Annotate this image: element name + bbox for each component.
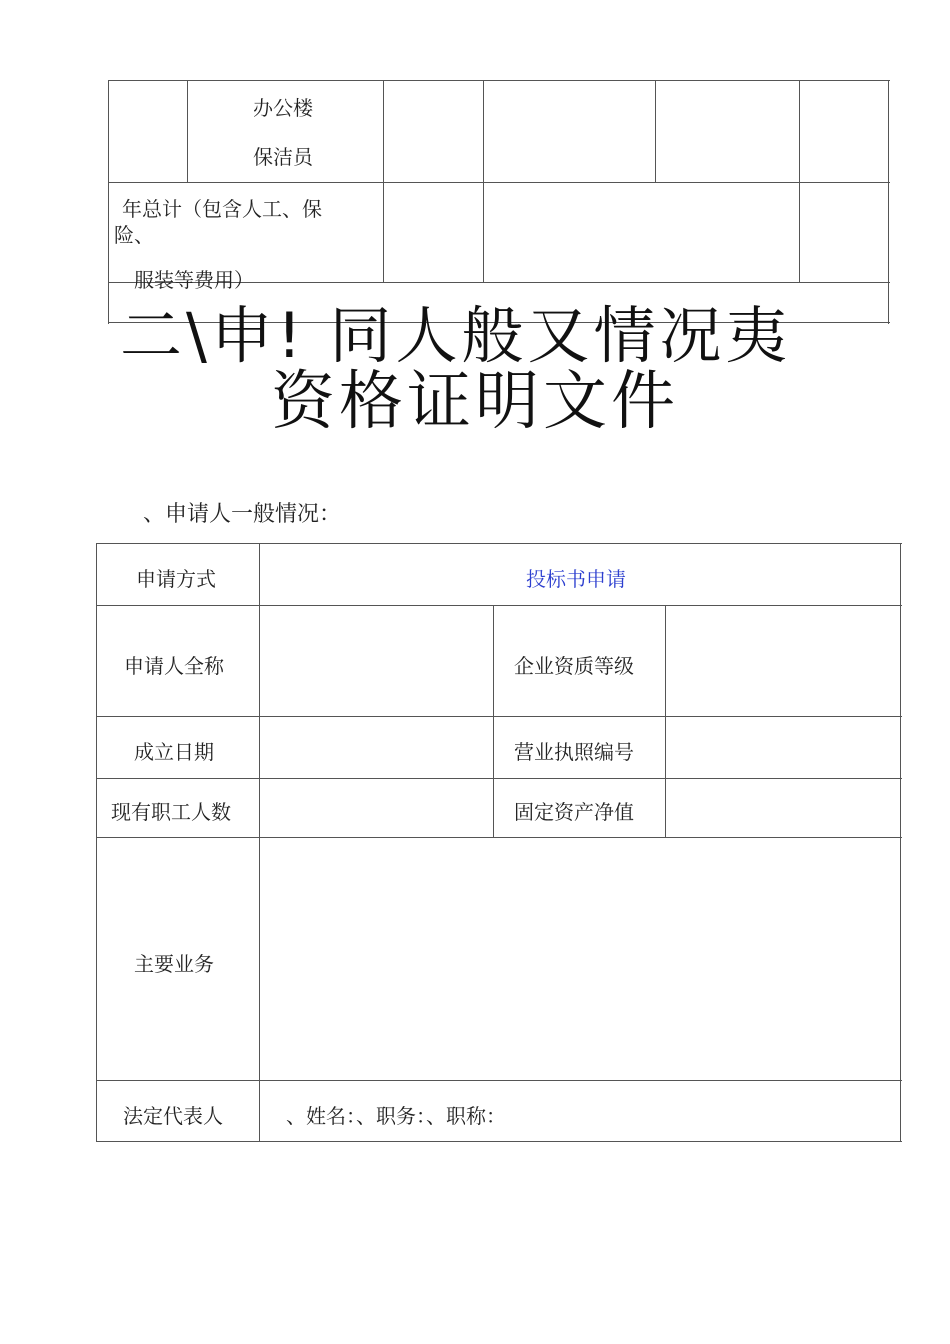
row-divider — [108, 182, 890, 183]
document-title: 资格证明文件 — [271, 365, 679, 439]
business-label: 主要业务 — [134, 952, 214, 976]
table-border — [900, 543, 901, 1142]
total-label-line2: 险、 — [114, 223, 154, 247]
legal-rep-label: 法定代表人 — [123, 1104, 223, 1128]
role-cell-line2: 保洁员 — [253, 145, 313, 169]
established-label: 成立日期 — [134, 740, 214, 764]
established-field[interactable] — [260, 717, 493, 778]
overflow-heading: 二\申! 同人般又情况夷 — [120, 299, 792, 372]
assets-field[interactable] — [666, 779, 900, 837]
top-table — [108, 80, 890, 372]
total-label-line3: 服装等费用） — [134, 268, 254, 292]
col-divider — [655, 80, 656, 182]
apply-method-value[interactable]: 投标书申请 — [526, 567, 626, 591]
full-name-label: 申请人全称 — [124, 654, 224, 678]
apply-method-label: 申请方式 — [136, 567, 216, 591]
legal-rep-value: 、姓名：、职务：、职称： — [286, 1104, 506, 1128]
section-heading: 、申请人一般情况： — [143, 502, 342, 527]
qualification-field[interactable] — [666, 606, 900, 716]
business-field[interactable] — [260, 838, 900, 1080]
staff-label: 现有职工人数 — [111, 800, 231, 824]
row-divider — [96, 1080, 902, 1081]
staff-field[interactable] — [260, 779, 493, 837]
col-divider — [187, 80, 188, 182]
license-field[interactable] — [666, 717, 900, 778]
table-border — [96, 543, 902, 544]
col-divider — [483, 80, 484, 282]
license-label: 营业执照编号 — [514, 740, 634, 764]
full-name-field[interactable] — [260, 606, 493, 716]
applicant-info-table — [96, 543, 902, 1143]
assets-label: 固定资产净值 — [514, 800, 634, 824]
total-label-line1: 年总计（包含人工、保 — [122, 197, 322, 221]
table-border — [108, 80, 109, 324]
table-border — [108, 80, 890, 81]
table-border — [96, 543, 97, 1142]
role-cell-line1: 办公楼 — [253, 96, 313, 120]
qualification-label: 企业资质等级 — [514, 654, 634, 678]
table-border — [888, 80, 889, 324]
table-border — [96, 1141, 902, 1142]
col-divider — [493, 605, 494, 837]
col-divider — [383, 80, 384, 282]
col-divider — [799, 80, 800, 282]
